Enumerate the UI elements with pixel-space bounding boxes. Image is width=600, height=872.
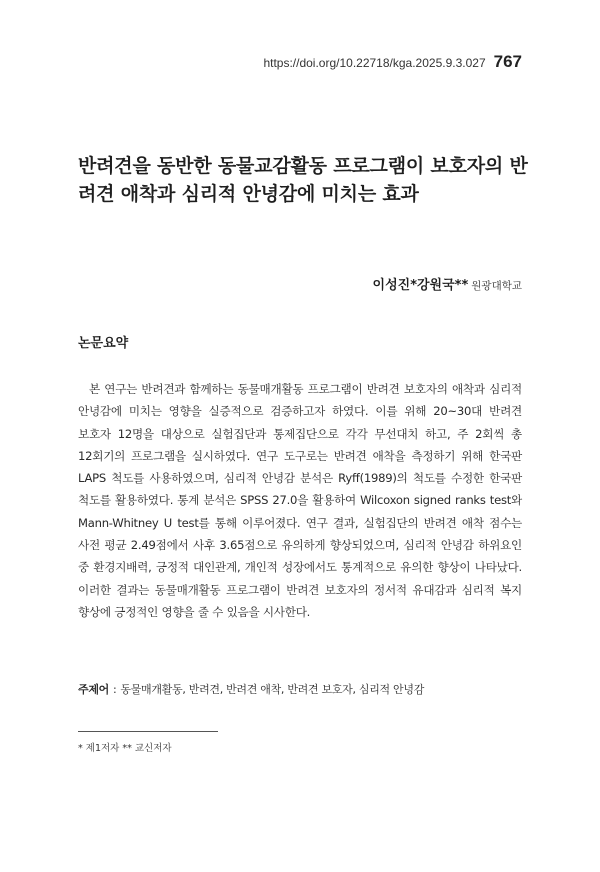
- paper-title: 반려견을 동반한 동물교감활동 프로그램이 보호자의 반려견 애착과 심리적 안녕감에 미치는 효과: [78, 155, 528, 205]
- page-number: 767: [493, 52, 522, 71]
- abstract-body: 본 연구는 반려견과 함께하는 동물매개활동 프로그램이 반려견 보호자의 애착과 심리적 안녕감에 미치는 영향을 실증적으로 검증하고자 하였다. 이를 위해 20~30대 반려견 보호자 12명을 대상으로 실험집단과 통제집단으로 각각 무선대치 하고, 주 2회씩 총 12회기의 프로그램을 실시하였다. 연구 도구로는 반려견 애착을 측정하기 위해 한국판 LAPS 척도를 사용하였으며, 심리적 안녕감 분석은 Ryff(1989)의 척도를 수정한 한국판 척도를 활용하였다. 통계 분석은 SPSS 27.0을 활용하여 Wilcoxon signed ranks test와 Mann-Whitney U test를 통해 이루어졌다. 연구 결과, 실험집단의 반려견 애착 점수는 사전 평균 2.49점에서 사후 3.65점으로 유의하게 향상되었으며, 심리적 안녕감 하위요인 중 환경지배력, 긍정적 대인관계, 개인적 성장에서도 통계적으로 유의한 향상이 나타났다. 이러한 결과는 동물매개활동 프로그램이 반려견 보호자의 정서적 유대감과 심리적 복지 향상에 긍정적인 영향을 줄 수 있음을 시사한다.: [78, 382, 522, 619]
- author-names: 이성진*강원국**: [372, 278, 469, 293]
- keywords-separator: :: [112, 683, 117, 696]
- abstract-heading: 논문요약: [78, 336, 129, 351]
- keywords-label: 주제어: [78, 683, 109, 696]
- keywords-line: [78, 681, 528, 697]
- footnote-divider: [78, 731, 218, 732]
- footnote: * 제1저자 ** 교신저자: [78, 743, 172, 754]
- author-affiliation: 원광대학교: [471, 280, 522, 292]
- author-line: [250, 274, 522, 293]
- doi-link[interactable]: https://doi.org/10.22718/kga.2025.9.3.027: [263, 56, 486, 70]
- keywords-list: 동물매개활동, 반려견, 반려견 애착, 반려견 보호자, 심리적 안녕감: [120, 683, 425, 696]
- page-header: [240, 52, 522, 78]
